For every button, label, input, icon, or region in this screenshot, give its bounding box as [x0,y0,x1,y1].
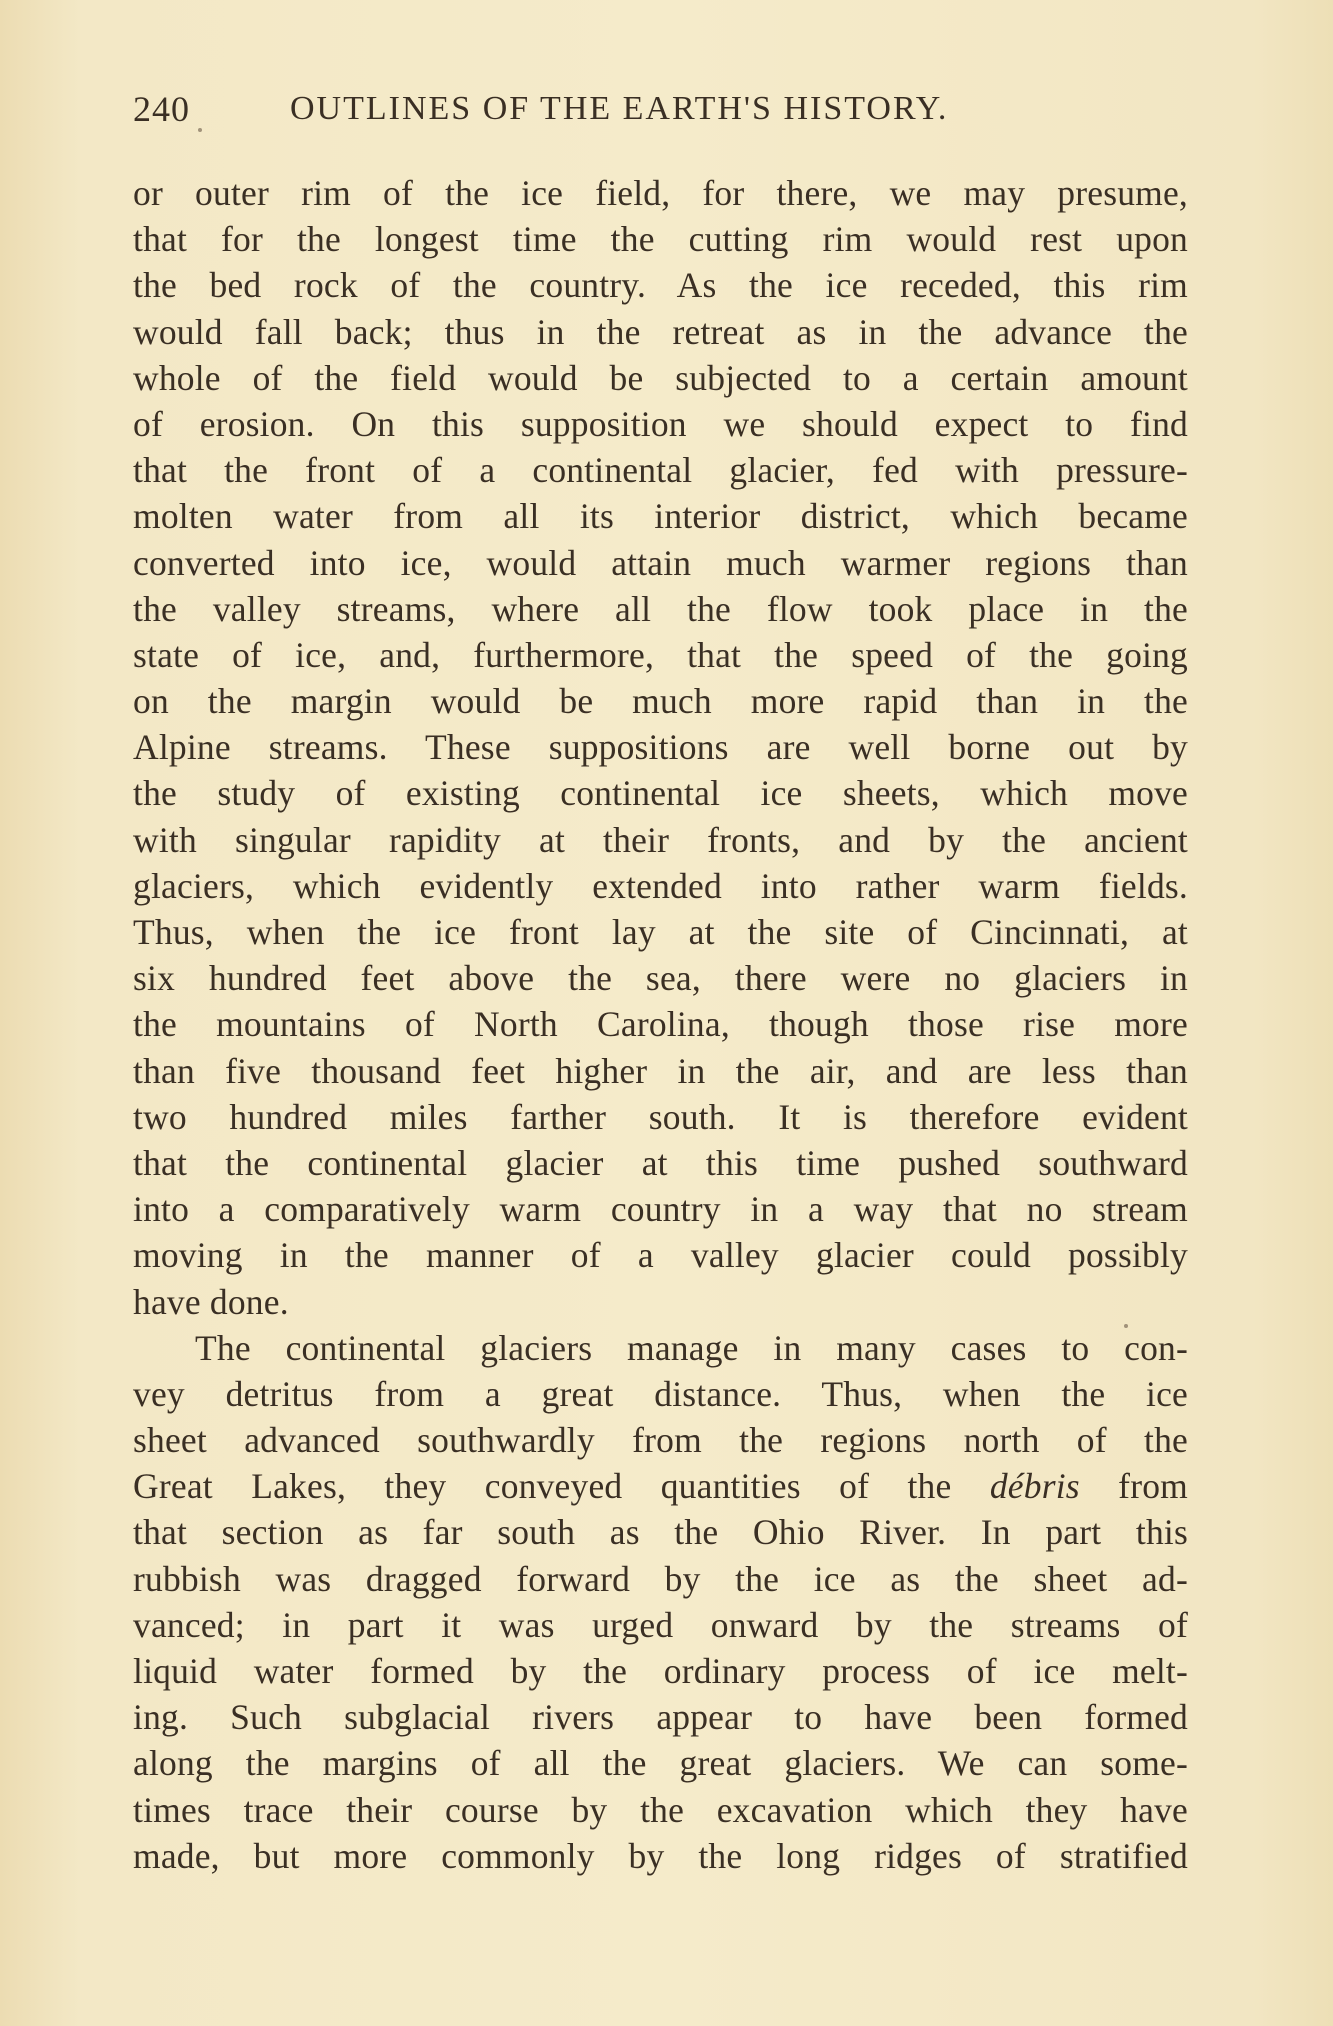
ink-speck [1124,1324,1128,1328]
italic-word: débris [989,1466,1080,1507]
text-line: into a comparatively warm country in a way that no stream [133,1189,1188,1230]
text-line: ing. Such subglacial rivers appear to have been formed [133,1697,1188,1738]
text-line: or outer rim of the ice field, for there, we may presume, [133,173,1188,213]
text-segment: Great Lakes, they conveyed quantities of the [133,1466,990,1507]
text-line: sheet advanced southwardly from the regions north of the [133,1420,1188,1461]
paragraph-start-line: The continental glaciers manage in many cases to con- [195,1327,1188,1368]
text-line: with singular rapidity at their fronts, and by the ancient [133,819,1188,860]
text-line: that section as far south as the Ohio River. In part this [133,1512,1188,1553]
text-line: moving in the manner of a valley glacier could possibly [133,1235,1188,1276]
paragraph-end-line: have done. [133,1281,289,1322]
text-line: liquid water formed by the ordinary process of ice melt- [133,1651,1188,1691]
text-line: Thus, when the ice front lay at the site of Cincinnati, at [133,912,1188,952]
text-line: converted into ice, would attain much warmer regions than [133,542,1188,583]
text-line: state of ice, and, furthermore, that the speed of the going [133,634,1188,675]
text-line: would fall back; thus in the retreat as in the advance the [133,311,1188,352]
text-line: two hundred miles farther south. It is therefore evident [133,1096,1188,1137]
ink-speck [198,128,202,132]
text-line: rubbish was dragged forward by the ice as the sheet ad- [133,1558,1188,1599]
page-number: 240 [133,89,190,129]
text-line: that the front of a continental glacier, fed with pressure- [133,450,1188,491]
text-line: that for the longest time the cutting rim would rest upon [133,219,1188,260]
text-line: along the margins of all the great glaciers. We can some- [133,1743,1188,1784]
text-line: molten water from all its interior district, which became [133,496,1188,537]
text-line: six hundred feet above the sea, there were no glaciers in [133,958,1188,999]
text-line: the study of existing continental ice sheets, which move [133,773,1188,814]
text-line: times trace their course by the excavation which they have [133,1789,1188,1830]
text-line: the bed rock of the country. As the ice receded, this rim [133,265,1188,306]
text-line: that the continental glacier at this time pushed southward [133,1142,1188,1183]
text-line: glaciers, which evidently extended into rather warm fields. [133,865,1188,906]
text-line-with-italic [133,1463,1188,1509]
body-text [133,170,1188,1879]
text-line: the mountains of North Carolina, though those rise more [133,1004,1188,1045]
text-line: vey detritus from a great distance. Thus, when the ice [133,1373,1188,1414]
text-line: the valley streams, where all the flow took place in the [133,588,1188,629]
running-head [133,84,1193,134]
running-title: OUTLINES OF THE EARTH'S HISTORY. [290,90,949,127]
text-line: vanced; in part it was urged onward by the streams of [133,1604,1188,1645]
text-line: than five thousand feet higher in the air, and are less than [133,1050,1188,1091]
text-line: Alpine streams. These suppositions are well borne out by [133,727,1188,768]
text-line: of erosion. On this supposition we should expect to find [133,403,1188,444]
text-line: on the margin would be much more rapid than in the [133,681,1188,722]
text-line: whole of the field would be subjected to a certain amount [133,357,1188,398]
text-segment: from [1079,1466,1188,1507]
text-line: made, but more commonly by the long ridges of stratified [133,1835,1188,1876]
